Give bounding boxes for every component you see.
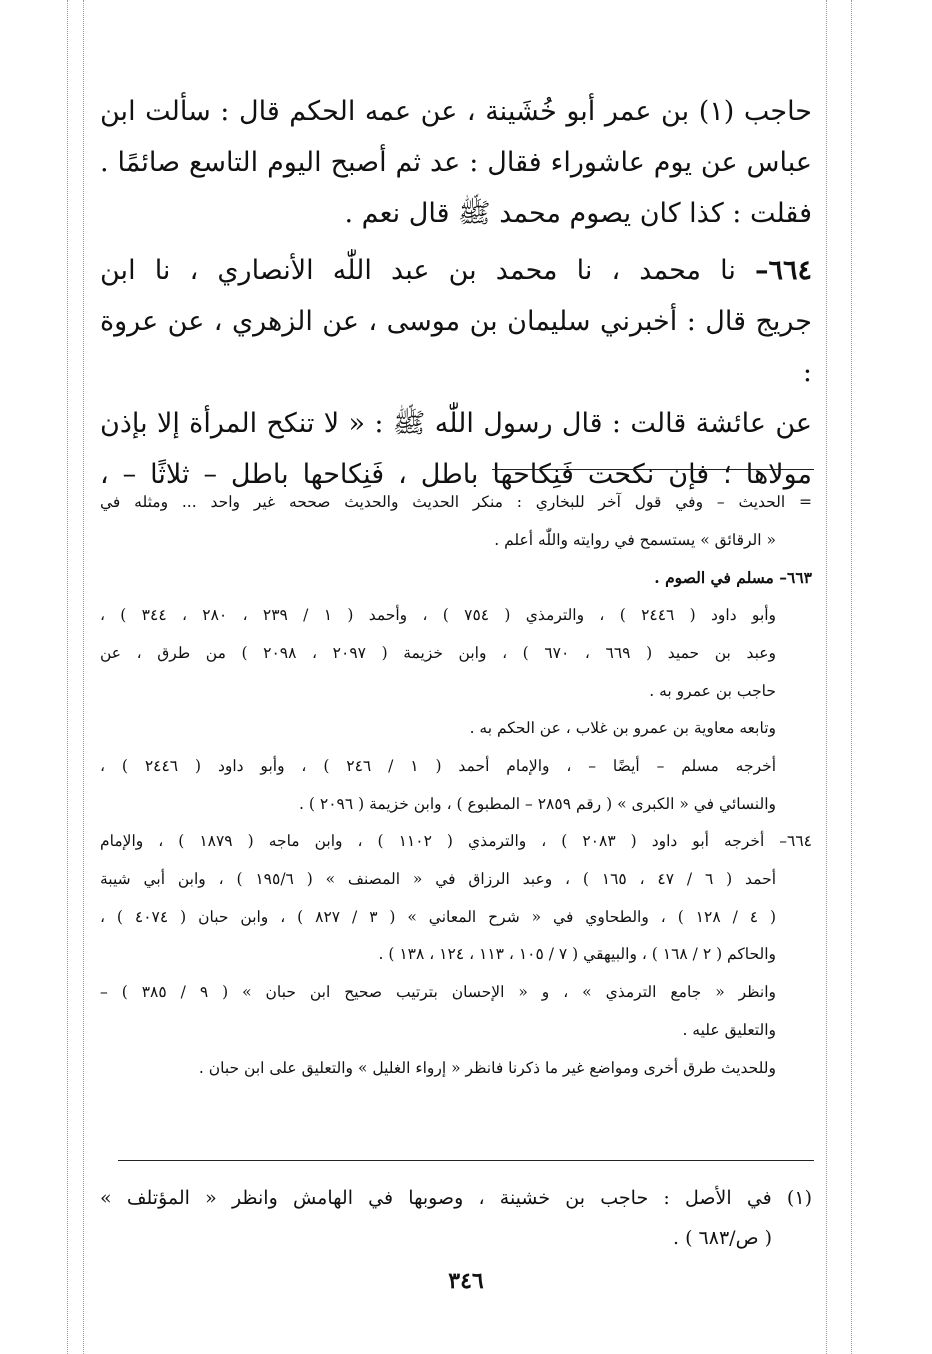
main-text bbox=[100, 86, 812, 500]
main-line: حاجب (١) بن عمر أبو خُشَينة ، عن عمه الحكم قال : سألت ابن bbox=[100, 96, 812, 127]
note-line: والتعليق عليه . bbox=[682, 1020, 776, 1039]
margin-guide-right bbox=[826, 0, 827, 1354]
note-line: ٦٦٤– أخرجه أبو داود ( ٢٠٨٣ ) ، والترمذي ( ١١٠٢ ) ، وابن ماجه ( ١٨٧٩ ) ، والإمام bbox=[100, 832, 812, 851]
note-line: حاجب بن عمرو به . bbox=[649, 681, 776, 700]
note-line: أخرجه مسلم – أيضًا – ، والإمام أحمد ( ١ / ٢٤٦ ) ، وأبو داود ( ٢٤٤٦ ) ، bbox=[100, 756, 777, 775]
main-line-rest: نا محمد ، نا محمد بن عبد اللّٰه الأنصاري ، نا ابن bbox=[100, 255, 736, 286]
hadith-664-first-line bbox=[100, 245, 812, 296]
page-number: ٣٤٦ bbox=[448, 1268, 484, 1294]
note-line: وللحديث طرق أخرى ومواضع غير ما ذكرنا فانظر « إرواء الغليل » والتعليق على ابن حبان . bbox=[198, 1058, 776, 1077]
main-line: فقلت : كذا كان يصوم محمد ﷺ قال نعم . bbox=[344, 198, 812, 229]
footnote-line: ( ص/٦٨٣ ) . bbox=[673, 1227, 772, 1249]
footnote bbox=[100, 1178, 812, 1258]
notes-separator bbox=[492, 469, 814, 470]
footnote-line: (١) في الأصل : حاجب بن خشينة ، وصوبها في الهامش وانظر « المؤتلف » bbox=[100, 1187, 812, 1209]
note-line: وأبو داود ( ٢٤٤٦ ) ، والترمذي ( ٧٥٤ ) ، وأحمد ( ١ / ٢٣٩ ، ٢٨٠ ، ٣٤٤ ) ، bbox=[100, 606, 777, 625]
margin-guide-left-inner bbox=[83, 0, 84, 1354]
hadith-number: ٦٦٤– bbox=[754, 255, 812, 286]
note-line: « الرقائق » يستسمح في روايته واللّٰه أعلم . bbox=[494, 530, 776, 549]
note-line: ٦٦٣– مسلم في الصوم . bbox=[654, 568, 812, 588]
commentary-notes bbox=[100, 484, 812, 1087]
note-line: وانظر « جامع الترمذي » ، و « الإحسان بترتيب صحيح ابن حبان » ( ٩ / ٣٨٥ ) – bbox=[100, 983, 777, 1002]
note-line: والحاكم ( ٢ / ١٦٨ ) ، والبيهقي ( ٧ / ١٠٥ ، ١١٣ ، ١٢٤ ، ١٣٨ ) . bbox=[378, 945, 776, 964]
note-line: والنسائي في « الكبرى » ( رقم ٢٨٥٩ – المطبوع ) ، وابن خزيمة ( ٢٠٩٦ ) . bbox=[299, 794, 776, 813]
main-line: جريج قال : أخبرني سليمان بن موسى ، عن الزهري ، عن عروة : bbox=[100, 306, 812, 388]
note-line: ( ٤ / ١٢٨ ) ، والطحاوي في « شرح المعاني » ( ٣ / ٨٢٧ ) ، وابن حبان ( ٤٠٧٤ ) ، bbox=[100, 907, 777, 926]
main-line: عن عائشة قالت : قال رسول اللّٰه ﷺ : « لا تنكح المرأة إلا بإذن bbox=[100, 408, 812, 439]
margin-guide-right-outer bbox=[851, 0, 852, 1354]
note-line: = الحديث – وفي قول آخر للبخاري : منكر الحديث والحديث صححه غير واحد ... ومثله في bbox=[100, 493, 812, 511]
main-line: عباس عن يوم عاشوراء فقال : عد ثم أصبح اليوم التاسع صائمًا . bbox=[100, 147, 812, 178]
margin-guide-left bbox=[67, 0, 68, 1354]
main-line: مولاها ؛ فإن نكحت فَنِكاحها باطل ، فَنِكاحها باطل – ثلاثًا – ، bbox=[100, 459, 812, 490]
note-line: وتابعه معاوية بن عمرو بن غلاب ، عن الحكم به . bbox=[469, 719, 776, 738]
footnote-separator bbox=[118, 1160, 814, 1161]
note-line: أحمد ( ٦ / ٤٧ ، ١٦٥ ) ، وعبد الرزاق في « المصنف » ( ١٩٥/٦ ) ، وابن أبي شيبة bbox=[100, 870, 777, 889]
note-line: وعبد بن حميد ( ٦٦٩ ، ٦٧٠ ) ، وابن خزيمة ( ٢٠٩٧ ، ٢٠٩٨ ) من طرق ، عن bbox=[100, 643, 776, 662]
